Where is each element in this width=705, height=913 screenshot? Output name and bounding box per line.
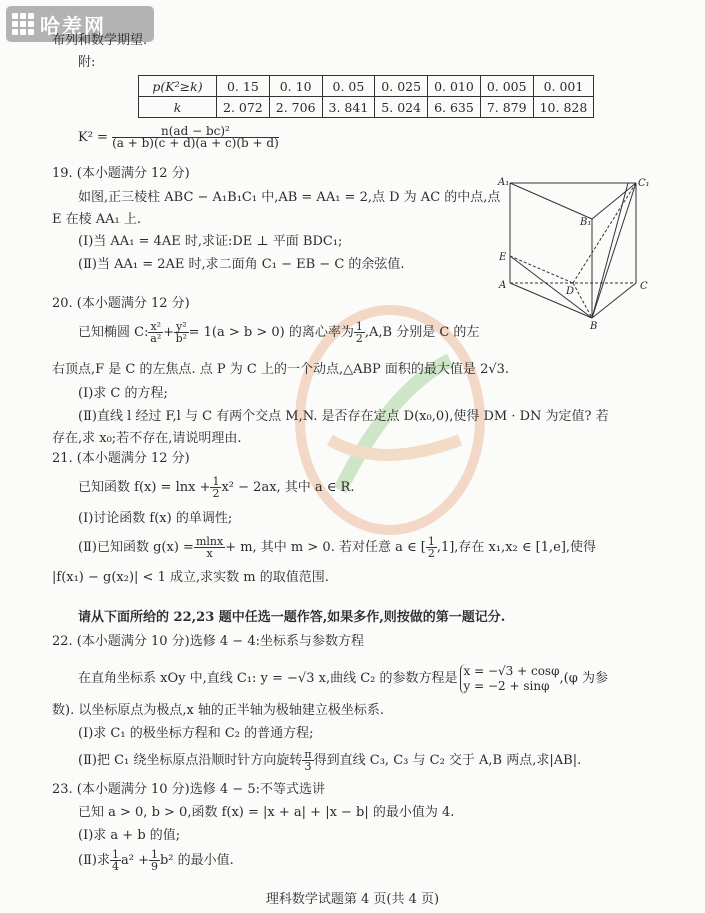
q23-stem: 已知 a > 0, b > 0,函数 f(x) = |x + a| + |x − b| 的最小值为 4.: [78, 805, 455, 820]
label-b: B: [590, 321, 598, 331]
appendix-label: 附:: [78, 55, 96, 70]
grid-logo-icon: [12, 13, 34, 35]
table-row: [139, 97, 594, 118]
table-cell: 3. 841: [322, 97, 375, 118]
site-name: 哈差网: [40, 13, 106, 38]
label-a1: A₁: [498, 177, 510, 188]
parametric-equations: x = −√3 + cosφ y = −2 + sinφ: [460, 664, 560, 694]
q20-part2-line2: 存在,求 x₀;若不存在,请说明理由.: [52, 431, 242, 446]
q22-part2: (Ⅱ)把 C₁ 绕坐标原点沿顺时针方向旋转 $\frac{\pi}{3}$ 得到直线 C₃, C₃ 与 C₂ 交于 A,B 两点,求|AB|.: [78, 748, 582, 773]
critical-value-table: [138, 75, 594, 118]
prism-figure: [496, 176, 656, 331]
q20-part1: (Ⅰ)求 C 的方程;: [78, 386, 168, 401]
q21-stem: 已知函数 f(x) = lnx + $\frac{1}{2}$ x² − 2ax, 其中 a ∈ R.: [78, 475, 355, 500]
table-cell: 2. 072: [217, 97, 270, 118]
q22-stem-line2: 数). 以坐标原点为极点,x 轴的正半轴为极轴建立极坐标系.: [52, 703, 385, 718]
q20-part2-line1: (Ⅱ)直线 l 经过 F,l 与 C 有两个交点 M,N. 是否存在定点 D(x₀,0),使得 DM · DN 为定值? 若: [78, 409, 609, 424]
table-cell: 5. 024: [375, 97, 428, 118]
intro-line: 布列和数学期望.: [52, 33, 148, 48]
table-cell: 0. 15: [217, 76, 270, 97]
q19-part2: (Ⅱ)当 AA₁ = 2AE 时,求二面角 C₁ − EB − C 的余弦值.: [78, 257, 405, 272]
q22-stem-line1: 在直角坐标系 xOy 中,直线 C₁: y = −√3 x,曲线 C₂ 的参数方程是 x = −√3 + cosφ y = −2 + sinφ ,(φ 为参: [78, 663, 608, 693]
q22-part1: (Ⅰ)求 C₁ 的极坐标方程和 C₂ 的普通方程;: [78, 726, 314, 741]
q21-title: 21. (本小题满分 12 分): [52, 451, 190, 466]
label-a: A: [499, 280, 507, 291]
label-c1: C₁: [638, 178, 650, 189]
table-cell: 0. 001: [533, 76, 594, 97]
q21-part1: (Ⅰ)讨论函数 f(x) 的单调性;: [78, 511, 233, 526]
table-cell: 2. 706: [269, 97, 322, 118]
table-header-k: k: [139, 97, 217, 118]
q21-part2-line1: (Ⅱ)已知函数 g(x) = $\frac{mlnx}{x}$ + m, 其中 m > 0. 若对任意 a ∈ [ $\frac{1}{2}$ ,1],存在 x₁,x₂ ∈ [1,e],使得: [78, 535, 597, 560]
q19-part1: (Ⅰ)当 AA₁ = 4AE 时,求证:DE ⊥ 平面 BDC₁;: [78, 234, 343, 249]
table-cell: 0. 005: [480, 76, 533, 97]
table-cell: 0. 010: [428, 76, 481, 97]
table-cell: 7. 879: [480, 97, 533, 118]
label-e: E: [499, 252, 507, 263]
table-header-p: p(K²≥k): [139, 76, 217, 97]
q19-stem-line1: 如图,正三棱柱 ABC − A₁B₁C₁ 中,AB = AA₁ = 2,点 D 为 AC 的中点,点: [78, 190, 501, 205]
q19-stem-line2: E 在棱 AA₁ 上.: [52, 212, 142, 227]
q19-title: 19. (本小题满分 12 分): [52, 166, 190, 181]
label-d: D: [566, 286, 575, 297]
q23-part2: (Ⅱ)求 $\frac{1}{4}$ a² + $\frac{1}{9}$ b² 的最小值.: [78, 848, 234, 873]
q23-part1: (Ⅰ)求 a + b 的值;: [78, 828, 181, 843]
table-cell: 0. 05: [322, 76, 375, 97]
k-squared-formula: K² = $\frac{\text{n(ad − bc)²}}{(a + b)(c + d)(a + c)(b + d)}$: [78, 124, 279, 150]
table-row: [139, 76, 594, 97]
table-cell: 0. 10: [269, 76, 322, 97]
choice-note: 请从下面所给的 22,23 题中任选一题作答,如果多作,则按做的第一题记分.: [78, 610, 506, 625]
table-cell: 10. 828: [533, 97, 594, 118]
q21-part2-line2: |f(x₁) − g(x₂)| < 1 成立,求实数 m 的取值范围.: [52, 570, 329, 585]
q20-stem-line2: 右顶点,F 是 C 的左焦点. 点 P 为 C 上的一个动点,△ABP 面积的最大值是 2√3.: [52, 362, 510, 377]
label-b1: B₁: [580, 217, 592, 228]
q22-title: 22. (本小题满分 10 分)选修 4 − 4:坐标系与参数方程: [52, 634, 364, 649]
table-cell: 6. 635: [428, 97, 481, 118]
q23-title: 23. (本小题满分 10 分)选修 4 − 5:不等式选讲: [52, 782, 325, 797]
table-cell: 0. 025: [375, 76, 428, 97]
page-footer: 理科数学试题第 4 页(共 4 页): [265, 892, 440, 907]
label-c: C: [640, 281, 648, 292]
q20-title: 20. (本小题满分 12 分): [52, 296, 190, 311]
q20-stem-line1: 已知椭圆 C: $\frac{\text{x²}}{\text{a²}}$ + $\frac{\text{y²}}{\text{b²}}$ = 1(a > b > 0) 的离心率为 $\frac{1}{2}$ ,A,B 分别是 C 的左: [78, 320, 480, 345]
